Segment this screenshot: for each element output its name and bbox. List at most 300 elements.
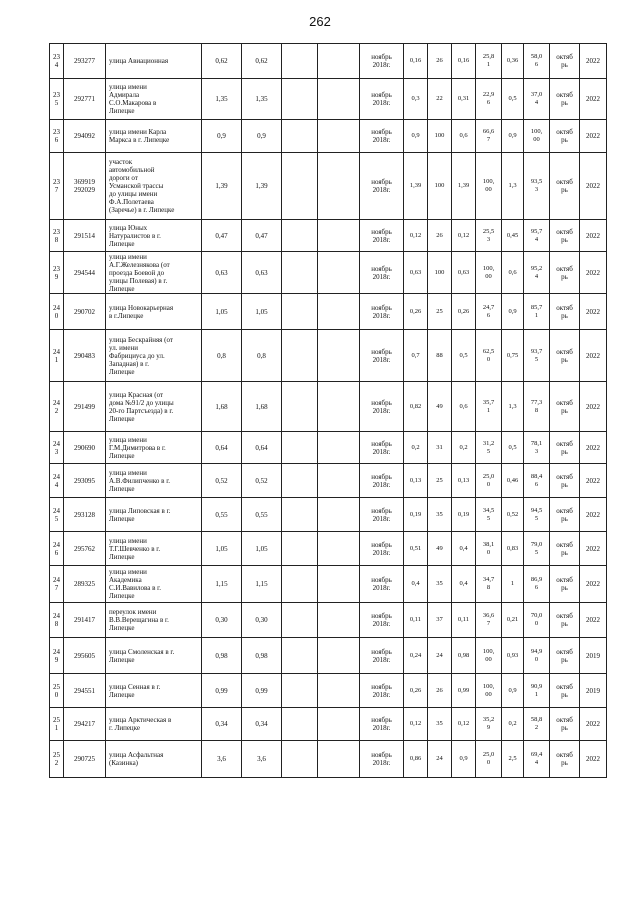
length-target: 0,8 bbox=[242, 330, 282, 382]
value-cell: 58,8 2 bbox=[524, 708, 550, 741]
value-cell: 26 bbox=[428, 674, 452, 708]
month-cell: октяб рь bbox=[550, 120, 580, 153]
value-cell: 100 bbox=[428, 153, 452, 220]
date-cell: ноябрь 2018г. bbox=[360, 532, 404, 566]
date-cell: ноябрь 2018г. bbox=[360, 79, 404, 120]
month-cell: октяб рь bbox=[550, 330, 580, 382]
empty-cell bbox=[282, 220, 318, 252]
month-cell: октяб рь bbox=[550, 603, 580, 638]
empty-cell bbox=[282, 382, 318, 432]
row-number: 24 3 bbox=[50, 432, 64, 464]
road-name: улица Сенная в г. Липецке bbox=[106, 674, 202, 708]
length-target: 0,52 bbox=[242, 464, 282, 498]
year-cell: 2019 bbox=[580, 638, 607, 674]
row-number: 24 4 bbox=[50, 464, 64, 498]
length-target: 1,05 bbox=[242, 532, 282, 566]
empty-cell bbox=[282, 153, 318, 220]
value-cell: 0,11 bbox=[404, 603, 428, 638]
value-cell: 0,4 bbox=[452, 532, 476, 566]
value-cell: 26 bbox=[428, 220, 452, 252]
value-cell: 25 bbox=[428, 294, 452, 330]
road-code: 291499 bbox=[64, 382, 106, 432]
value-cell: 69,4 4 bbox=[524, 741, 550, 778]
value-cell: 0,83 bbox=[502, 532, 524, 566]
road-name: улица Бескрайняя (от ул. имени Фабрициуса до ул. Западная) в г. Липецке bbox=[106, 330, 202, 382]
value-cell: 31 bbox=[428, 432, 452, 464]
value-cell: 0,6 bbox=[452, 120, 476, 153]
length-total: 1,15 bbox=[202, 566, 242, 603]
empty-cell bbox=[282, 532, 318, 566]
length-total: 0,99 bbox=[202, 674, 242, 708]
month-cell: октяб рь bbox=[550, 741, 580, 778]
roads-table bbox=[49, 43, 607, 778]
date-cell: ноябрь 2018г. bbox=[360, 153, 404, 220]
value-cell: 0,12 bbox=[404, 220, 428, 252]
value-cell: 0,16 bbox=[452, 44, 476, 79]
empty-cell bbox=[318, 330, 360, 382]
row-number: 24 7 bbox=[50, 566, 64, 603]
value-cell: 49 bbox=[428, 532, 452, 566]
date-cell: ноябрь 2018г. bbox=[360, 330, 404, 382]
date-cell: ноябрь 2018г. bbox=[360, 638, 404, 674]
road-code: 294544 bbox=[64, 252, 106, 294]
empty-cell bbox=[282, 498, 318, 532]
road-name: улица имени Карла Маркса в г. Липецке bbox=[106, 120, 202, 153]
value-cell: 0,26 bbox=[404, 294, 428, 330]
date-cell: ноябрь 2018г. bbox=[360, 741, 404, 778]
empty-cell bbox=[282, 79, 318, 120]
month-cell: октяб рь bbox=[550, 638, 580, 674]
year-cell: 2022 bbox=[580, 44, 607, 79]
table-row bbox=[50, 252, 607, 294]
year-cell: 2022 bbox=[580, 79, 607, 120]
value-cell: 35 bbox=[428, 566, 452, 603]
length-target: 0,47 bbox=[242, 220, 282, 252]
value-cell: 25,0 0 bbox=[476, 464, 502, 498]
length-total: 1,05 bbox=[202, 532, 242, 566]
value-cell: 0,7 bbox=[404, 330, 428, 382]
road-code: 290690 bbox=[64, 432, 106, 464]
year-cell: 2022 bbox=[580, 532, 607, 566]
road-name: улица имени Академика С.И.Вавилова в г. Липецке bbox=[106, 566, 202, 603]
date-cell: ноябрь 2018г. bbox=[360, 674, 404, 708]
year-cell: 2022 bbox=[580, 220, 607, 252]
value-cell: 95,7 4 bbox=[524, 220, 550, 252]
table-row bbox=[50, 382, 607, 432]
table-row bbox=[50, 708, 607, 741]
value-cell: 34,7 8 bbox=[476, 566, 502, 603]
value-cell: 37 bbox=[428, 603, 452, 638]
length-total: 0,8 bbox=[202, 330, 242, 382]
empty-cell bbox=[282, 252, 318, 294]
value-cell: 0,52 bbox=[502, 498, 524, 532]
value-cell: 85,7 1 bbox=[524, 294, 550, 330]
road-name: улица Липовская в г. Липецке bbox=[106, 498, 202, 532]
value-cell: 0,5 bbox=[502, 79, 524, 120]
value-cell: 93,7 5 bbox=[524, 330, 550, 382]
table-row bbox=[50, 741, 607, 778]
value-cell: 2,5 bbox=[502, 741, 524, 778]
year-cell: 2022 bbox=[580, 708, 607, 741]
value-cell: 0,9 bbox=[502, 674, 524, 708]
value-cell: 0,26 bbox=[452, 294, 476, 330]
value-cell: 26 bbox=[428, 44, 452, 79]
length-total: 0,64 bbox=[202, 432, 242, 464]
empty-cell bbox=[318, 153, 360, 220]
value-cell: 22,9 6 bbox=[476, 79, 502, 120]
table-row bbox=[50, 603, 607, 638]
road-code: 289325 bbox=[64, 566, 106, 603]
value-cell: 24,7 6 bbox=[476, 294, 502, 330]
row-number: 25 1 bbox=[50, 708, 64, 741]
month-cell: октяб рь bbox=[550, 566, 580, 603]
empty-cell bbox=[282, 741, 318, 778]
row-number: 25 2 bbox=[50, 741, 64, 778]
table-row bbox=[50, 464, 607, 498]
row-number: 24 9 bbox=[50, 638, 64, 674]
date-cell: ноябрь 2018г. bbox=[360, 603, 404, 638]
table-row bbox=[50, 566, 607, 603]
value-cell: 0,12 bbox=[452, 708, 476, 741]
value-cell: 0,45 bbox=[502, 220, 524, 252]
table-row bbox=[50, 79, 607, 120]
table-row bbox=[50, 432, 607, 464]
length-target: 0,62 bbox=[242, 44, 282, 79]
length-target: 0,34 bbox=[242, 708, 282, 741]
value-cell: 25,8 1 bbox=[476, 44, 502, 79]
value-cell: 1,3 bbox=[502, 382, 524, 432]
empty-cell bbox=[318, 432, 360, 464]
value-cell: 0,63 bbox=[452, 252, 476, 294]
length-total: 1,68 bbox=[202, 382, 242, 432]
length-target: 0,64 bbox=[242, 432, 282, 464]
year-cell: 2022 bbox=[580, 741, 607, 778]
date-cell: ноябрь 2018г. bbox=[360, 220, 404, 252]
row-number: 24 5 bbox=[50, 498, 64, 532]
road-name: улица Новокарьерная в г.Липецке bbox=[106, 294, 202, 330]
row-number: 23 7 bbox=[50, 153, 64, 220]
road-name: улица Юных Натуралистов в г. Липецке bbox=[106, 220, 202, 252]
empty-cell bbox=[282, 708, 318, 741]
value-cell: 0,98 bbox=[452, 638, 476, 674]
length-target: 1,15 bbox=[242, 566, 282, 603]
table-row bbox=[50, 330, 607, 382]
month-cell: октяб рь bbox=[550, 432, 580, 464]
value-cell: 66,6 7 bbox=[476, 120, 502, 153]
table-row bbox=[50, 498, 607, 532]
year-cell: 2022 bbox=[580, 330, 607, 382]
empty-cell bbox=[282, 44, 318, 79]
value-cell: 100, 00 bbox=[524, 120, 550, 153]
value-cell: 0,11 bbox=[452, 603, 476, 638]
empty-cell bbox=[318, 498, 360, 532]
empty-cell bbox=[318, 79, 360, 120]
year-cell: 2022 bbox=[580, 252, 607, 294]
value-cell: 77,3 8 bbox=[524, 382, 550, 432]
value-cell: 0,5 bbox=[502, 432, 524, 464]
value-cell: 86,9 6 bbox=[524, 566, 550, 603]
table-row bbox=[50, 532, 607, 566]
length-total: 1,35 bbox=[202, 79, 242, 120]
empty-cell bbox=[318, 120, 360, 153]
page-number: 262 bbox=[309, 14, 331, 29]
value-cell: 35,7 1 bbox=[476, 382, 502, 432]
month-cell: октяб рь bbox=[550, 153, 580, 220]
date-cell: ноябрь 2018г. bbox=[360, 382, 404, 432]
month-cell: октяб рь bbox=[550, 708, 580, 741]
empty-cell bbox=[282, 330, 318, 382]
row-number: 23 5 bbox=[50, 79, 64, 120]
empty-cell bbox=[318, 44, 360, 79]
date-cell: ноябрь 2018г. bbox=[360, 44, 404, 79]
month-cell: октяб рь bbox=[550, 498, 580, 532]
road-code: 295605 bbox=[64, 638, 106, 674]
road-name: улица Авиационная bbox=[106, 44, 202, 79]
value-cell: 95,2 4 bbox=[524, 252, 550, 294]
value-cell: 1,3 bbox=[502, 153, 524, 220]
month-cell: октяб рь bbox=[550, 382, 580, 432]
empty-cell bbox=[318, 638, 360, 674]
date-cell: ноябрь 2018г. bbox=[360, 120, 404, 153]
value-cell: 35 bbox=[428, 708, 452, 741]
length-total: 0,34 bbox=[202, 708, 242, 741]
empty-cell bbox=[282, 603, 318, 638]
row-number: 24 1 bbox=[50, 330, 64, 382]
value-cell: 0,75 bbox=[502, 330, 524, 382]
road-name: улица Красная (от дома №91/2 до улицы 20-го Партсъезда) в г. Липецке bbox=[106, 382, 202, 432]
value-cell: 78,1 3 bbox=[524, 432, 550, 464]
road-code: 369919 292029 bbox=[64, 153, 106, 220]
value-cell: 88 bbox=[428, 330, 452, 382]
table-row bbox=[50, 120, 607, 153]
table-row bbox=[50, 638, 607, 674]
value-cell: 0,9 bbox=[404, 120, 428, 153]
year-cell: 2022 bbox=[580, 498, 607, 532]
length-total: 0,9 bbox=[202, 120, 242, 153]
table-row bbox=[50, 44, 607, 79]
year-cell: 2022 bbox=[580, 294, 607, 330]
date-cell: ноябрь 2018г. bbox=[360, 432, 404, 464]
length-target: 0,99 bbox=[242, 674, 282, 708]
length-target: 1,68 bbox=[242, 382, 282, 432]
row-number: 25 0 bbox=[50, 674, 64, 708]
value-cell: 24 bbox=[428, 638, 452, 674]
road-name: улица Смоленская в г. Липецке bbox=[106, 638, 202, 674]
month-cell: октяб рь bbox=[550, 532, 580, 566]
row-number: 23 8 bbox=[50, 220, 64, 252]
road-code: 295762 bbox=[64, 532, 106, 566]
row-number: 24 6 bbox=[50, 532, 64, 566]
month-cell: октяб рь bbox=[550, 464, 580, 498]
date-cell: ноябрь 2018г. bbox=[360, 498, 404, 532]
empty-cell bbox=[282, 674, 318, 708]
road-code: 294217 bbox=[64, 708, 106, 741]
road-name: участок автомобильной дороги от Усманской трассы до улицы имени Ф.А.Полетаева (Заречье) в г. Липецке bbox=[106, 153, 202, 220]
year-cell: 2022 bbox=[580, 566, 607, 603]
value-cell: 35,2 9 bbox=[476, 708, 502, 741]
empty-cell bbox=[318, 464, 360, 498]
length-target: 0,63 bbox=[242, 252, 282, 294]
value-cell: 49 bbox=[428, 382, 452, 432]
year-cell: 2019 bbox=[580, 674, 607, 708]
empty-cell bbox=[318, 674, 360, 708]
row-number: 24 0 bbox=[50, 294, 64, 330]
value-cell: 37,0 4 bbox=[524, 79, 550, 120]
value-cell: 35 bbox=[428, 498, 452, 532]
value-cell: 1,39 bbox=[452, 153, 476, 220]
value-cell: 0,24 bbox=[404, 638, 428, 674]
length-total: 0,47 bbox=[202, 220, 242, 252]
value-cell: 90,9 1 bbox=[524, 674, 550, 708]
value-cell: 0,9 bbox=[502, 294, 524, 330]
empty-cell bbox=[318, 294, 360, 330]
empty-cell bbox=[282, 294, 318, 330]
row-number: 24 8 bbox=[50, 603, 64, 638]
value-cell: 93,5 3 bbox=[524, 153, 550, 220]
value-cell: 0,2 bbox=[404, 432, 428, 464]
value-cell: 100, 00 bbox=[476, 153, 502, 220]
value-cell: 0,63 bbox=[404, 252, 428, 294]
road-code: 291417 bbox=[64, 603, 106, 638]
year-cell: 2022 bbox=[580, 153, 607, 220]
road-code: 291514 bbox=[64, 220, 106, 252]
value-cell: 25,5 3 bbox=[476, 220, 502, 252]
length-total: 0,63 bbox=[202, 252, 242, 294]
length-total: 1,39 bbox=[202, 153, 242, 220]
value-cell: 0,93 bbox=[502, 638, 524, 674]
value-cell: 0,19 bbox=[404, 498, 428, 532]
date-cell: ноябрь 2018г. bbox=[360, 708, 404, 741]
road-code: 293095 bbox=[64, 464, 106, 498]
length-total: 0,98 bbox=[202, 638, 242, 674]
length-target: 0,55 bbox=[242, 498, 282, 532]
table-row bbox=[50, 153, 607, 220]
value-cell: 0,2 bbox=[502, 708, 524, 741]
empty-cell bbox=[318, 532, 360, 566]
length-total: 0,30 bbox=[202, 603, 242, 638]
value-cell: 58,0 6 bbox=[524, 44, 550, 79]
date-cell: ноябрь 2018г. bbox=[360, 464, 404, 498]
length-total: 0,55 bbox=[202, 498, 242, 532]
value-cell: 0,82 bbox=[404, 382, 428, 432]
value-cell: 0,16 bbox=[404, 44, 428, 79]
road-name: улица имени Адмирала С.О.Макарова в Липецке bbox=[106, 79, 202, 120]
road-name: улица Арктическая в г. Липецке bbox=[106, 708, 202, 741]
road-code: 294551 bbox=[64, 674, 106, 708]
value-cell: 31,2 5 bbox=[476, 432, 502, 464]
road-name: улица имени А.Г.Железнякова (от проезда Боевой до улицы Полевая) в г. Липецке bbox=[106, 252, 202, 294]
value-cell: 0,12 bbox=[404, 708, 428, 741]
year-cell: 2022 bbox=[580, 120, 607, 153]
value-cell: 0,4 bbox=[404, 566, 428, 603]
value-cell: 0,4 bbox=[452, 566, 476, 603]
value-cell: 94,5 5 bbox=[524, 498, 550, 532]
value-cell: 0,6 bbox=[452, 382, 476, 432]
year-cell: 2022 bbox=[580, 464, 607, 498]
row-number: 23 6 bbox=[50, 120, 64, 153]
length-total: 3,6 bbox=[202, 741, 242, 778]
value-cell: 100 bbox=[428, 252, 452, 294]
value-cell: 0,86 bbox=[404, 741, 428, 778]
length-total: 0,52 bbox=[202, 464, 242, 498]
road-code: 290483 bbox=[64, 330, 106, 382]
empty-cell bbox=[282, 566, 318, 603]
road-code: 290725 bbox=[64, 741, 106, 778]
empty-cell bbox=[282, 638, 318, 674]
length-total: 0,62 bbox=[202, 44, 242, 79]
row-number: 24 2 bbox=[50, 382, 64, 432]
empty-cell bbox=[282, 464, 318, 498]
row-number: 23 9 bbox=[50, 252, 64, 294]
row-number: 23 4 bbox=[50, 44, 64, 79]
value-cell: 0,9 bbox=[502, 120, 524, 153]
length-target: 1,39 bbox=[242, 153, 282, 220]
value-cell: 100, 00 bbox=[476, 674, 502, 708]
empty-cell bbox=[318, 382, 360, 432]
empty-cell bbox=[282, 432, 318, 464]
empty-cell bbox=[318, 741, 360, 778]
empty-cell bbox=[318, 252, 360, 294]
value-cell: 34,5 5 bbox=[476, 498, 502, 532]
value-cell: 70,0 0 bbox=[524, 603, 550, 638]
empty-cell bbox=[282, 120, 318, 153]
value-cell: 0,5 bbox=[452, 330, 476, 382]
road-name: улица имени Г.М.Димитрова в г. Липецке bbox=[106, 432, 202, 464]
table-row bbox=[50, 674, 607, 708]
year-cell: 2022 bbox=[580, 432, 607, 464]
value-cell: 100, 00 bbox=[476, 252, 502, 294]
road-code: 292771 bbox=[64, 79, 106, 120]
date-cell: ноябрь 2018г. bbox=[360, 294, 404, 330]
month-cell: октяб рь bbox=[550, 252, 580, 294]
length-target: 1,35 bbox=[242, 79, 282, 120]
value-cell: 79,0 5 bbox=[524, 532, 550, 566]
month-cell: октяб рь bbox=[550, 220, 580, 252]
road-code: 294092 bbox=[64, 120, 106, 153]
road-code: 290702 bbox=[64, 294, 106, 330]
value-cell: 62,5 0 bbox=[476, 330, 502, 382]
value-cell: 1 bbox=[502, 566, 524, 603]
value-cell: 0,3 bbox=[404, 79, 428, 120]
value-cell: 0,9 bbox=[452, 741, 476, 778]
value-cell: 0,6 bbox=[502, 252, 524, 294]
value-cell: 0,31 bbox=[452, 79, 476, 120]
value-cell: 0,51 bbox=[404, 532, 428, 566]
value-cell: 25 bbox=[428, 464, 452, 498]
empty-cell bbox=[318, 220, 360, 252]
value-cell: 0,19 bbox=[452, 498, 476, 532]
length-target: 3,6 bbox=[242, 741, 282, 778]
date-cell: ноябрь 2018г. bbox=[360, 566, 404, 603]
value-cell: 100 bbox=[428, 120, 452, 153]
month-cell: октяб рь bbox=[550, 79, 580, 120]
table-row bbox=[50, 294, 607, 330]
value-cell: 22 bbox=[428, 79, 452, 120]
value-cell: 0,2 bbox=[452, 432, 476, 464]
value-cell: 0,21 bbox=[502, 603, 524, 638]
value-cell: 0,12 bbox=[452, 220, 476, 252]
value-cell: 25,0 0 bbox=[476, 741, 502, 778]
road-name: улица Асфальтная (Казинка) bbox=[106, 741, 202, 778]
value-cell: 88,4 6 bbox=[524, 464, 550, 498]
value-cell: 38,1 0 bbox=[476, 532, 502, 566]
table-body bbox=[50, 44, 607, 778]
value-cell: 24 bbox=[428, 741, 452, 778]
road-code: 293277 bbox=[64, 44, 106, 79]
year-cell: 2022 bbox=[580, 603, 607, 638]
value-cell: 0,46 bbox=[502, 464, 524, 498]
month-cell: октяб рь bbox=[550, 674, 580, 708]
